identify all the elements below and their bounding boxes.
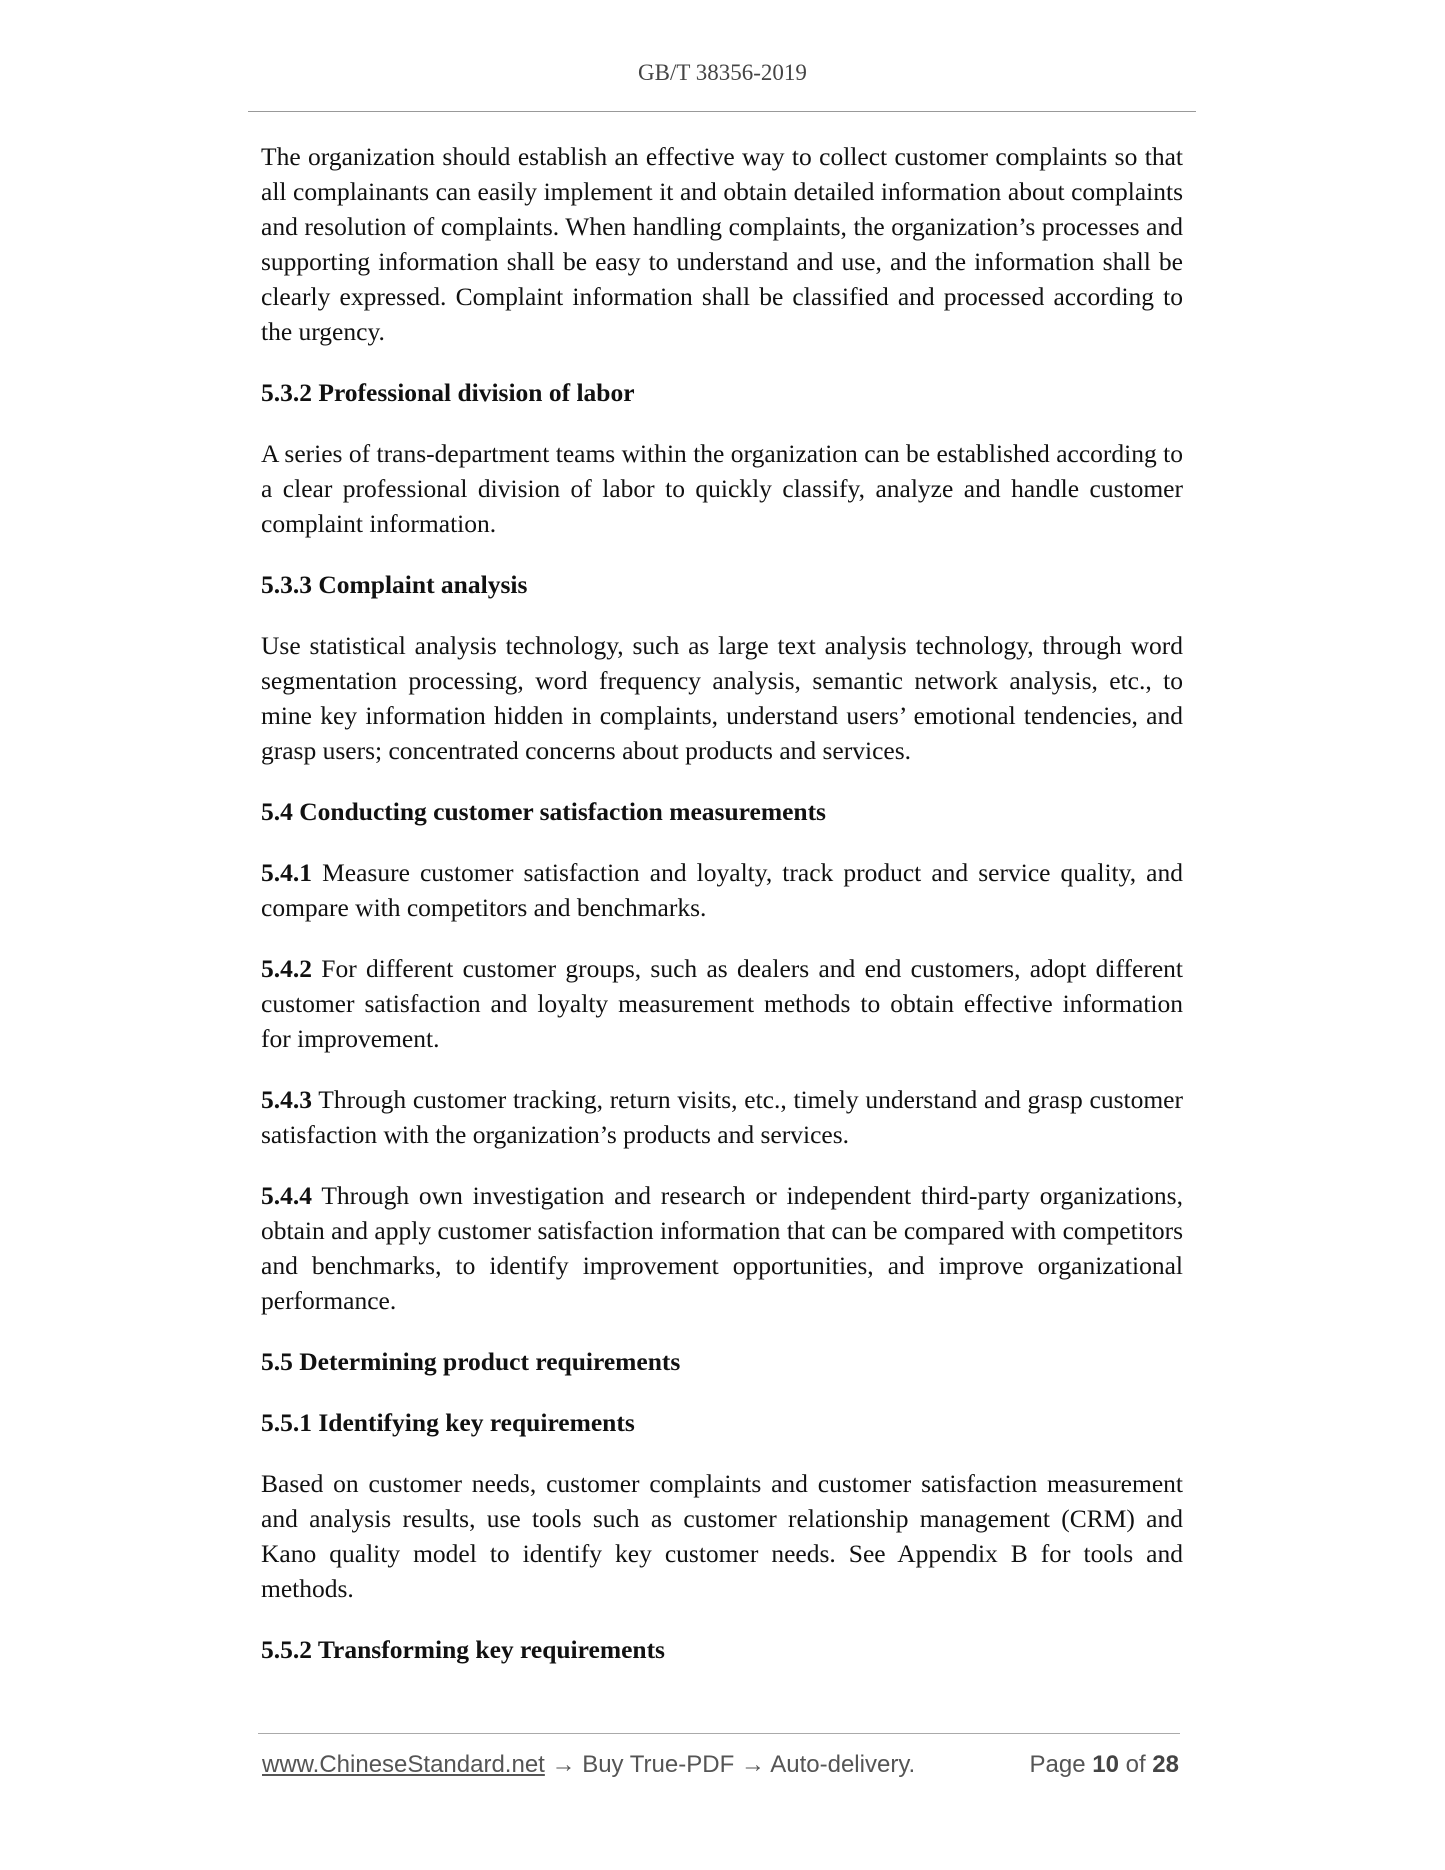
clause-number-5-4-1: 5.4.1 xyxy=(261,858,312,887)
buy-pdf-text: Buy True-PDF xyxy=(582,1751,735,1778)
site-link[interactable]: www.ChineseStandard.net xyxy=(262,1751,545,1778)
paragraph-5-3-2: A series of trans-department teams within the organization can be established according to a clear professional division of labor to quickly classify, analyze and handle customer complaint information. xyxy=(261,439,1183,538)
paragraph-5-4-3 xyxy=(261,1082,1183,1152)
clause-text-5-4-4: Through own investigation and research or independent third-party organizations, obtain and apply customer satisfaction information that can be compared with competitors and benchmarks, to identify improvement opportunities, and improve organizational performance. xyxy=(261,1181,1183,1315)
document-header: GB/T 38356-2019 xyxy=(638,60,807,85)
heading-5-3-2: 5.3.2 Professional division of labor xyxy=(261,378,635,407)
page-total: 28 xyxy=(1152,1751,1179,1778)
paragraph-5-4-1 xyxy=(261,855,1183,925)
page-of-label: of xyxy=(1125,1751,1146,1778)
heading-5-5-1: 5.5.1 Identifying key requirements xyxy=(261,1408,635,1437)
paragraph-5-5-1: Based on customer needs, customer complaints and customer satisfaction measurement and analysis results, use tools such as customer relationship management (CRM) and Kano quality model to identify key customer needs. See Appendix B for tools and methods. xyxy=(261,1469,1183,1603)
clause-text-5-4-2: For different customer groups, such as dealers and end customers, adopt different customer satisfaction and loyalty measurement methods to obtain effective information for improvement. xyxy=(261,954,1183,1053)
page-content xyxy=(261,139,1183,1693)
clause-text-5-4-1: Measure customer satisfaction and loyalty, track product and service quality, and compare with competitors and benchmarks. xyxy=(261,858,1183,922)
footer-divider xyxy=(258,1733,1180,1734)
page-footer xyxy=(262,1751,1182,1779)
header-divider xyxy=(248,111,1196,112)
arrow-icon: → xyxy=(734,1751,771,1778)
paragraph-5-3-3: Use statistical analysis technology, such as large text analysis technology, through word segmentation processing, word frequency analysis, semantic network analysis, etc., to mine key information hidden in complaints, understand users’ emotional tendencies, and grasp users; concentrated concerns about products and services. xyxy=(261,631,1183,765)
heading-5-5: 5.5 Determining product requirements xyxy=(261,1347,681,1376)
heading-5-5-2: 5.5.2 Transforming key requirements xyxy=(261,1635,665,1664)
arrow-icon: → xyxy=(544,1751,583,1778)
clause-number-5-4-2: 5.4.2 xyxy=(261,954,312,983)
page-current: 10 xyxy=(1092,1751,1119,1778)
paragraph-intro: The organization should establish an effective way to collect customer complaints so that all complainants can easily implement it and obtain detailed information about complaints and resolution of complaints. When handling complaints, the organization’s processes and supporting information shall be easy to understand and use, and the information shall be clearly expressed. Complaint information shall be classified and processed according to the urgency. xyxy=(261,142,1183,346)
clause-text-5-4-3: Through customer tracking, return visits, etc., timely understand and grasp customer satisfaction with the organization’s products and services. xyxy=(261,1085,1183,1149)
page-indicator xyxy=(1030,1751,1180,1779)
paragraph-5-4-4 xyxy=(261,1178,1183,1318)
page-label: Page xyxy=(1029,1751,1086,1778)
heading-5-4: 5.4 Conducting customer satisfaction measurements xyxy=(261,797,826,826)
paragraph-5-4-2 xyxy=(261,951,1183,1056)
auto-delivery-text: Auto-delivery. xyxy=(770,1751,916,1778)
clause-number-5-4-3: 5.4.3 xyxy=(261,1085,312,1114)
clause-number-5-4-4: 5.4.4 xyxy=(261,1181,312,1210)
heading-5-3-3: 5.3.3 Complaint analysis xyxy=(261,570,528,599)
